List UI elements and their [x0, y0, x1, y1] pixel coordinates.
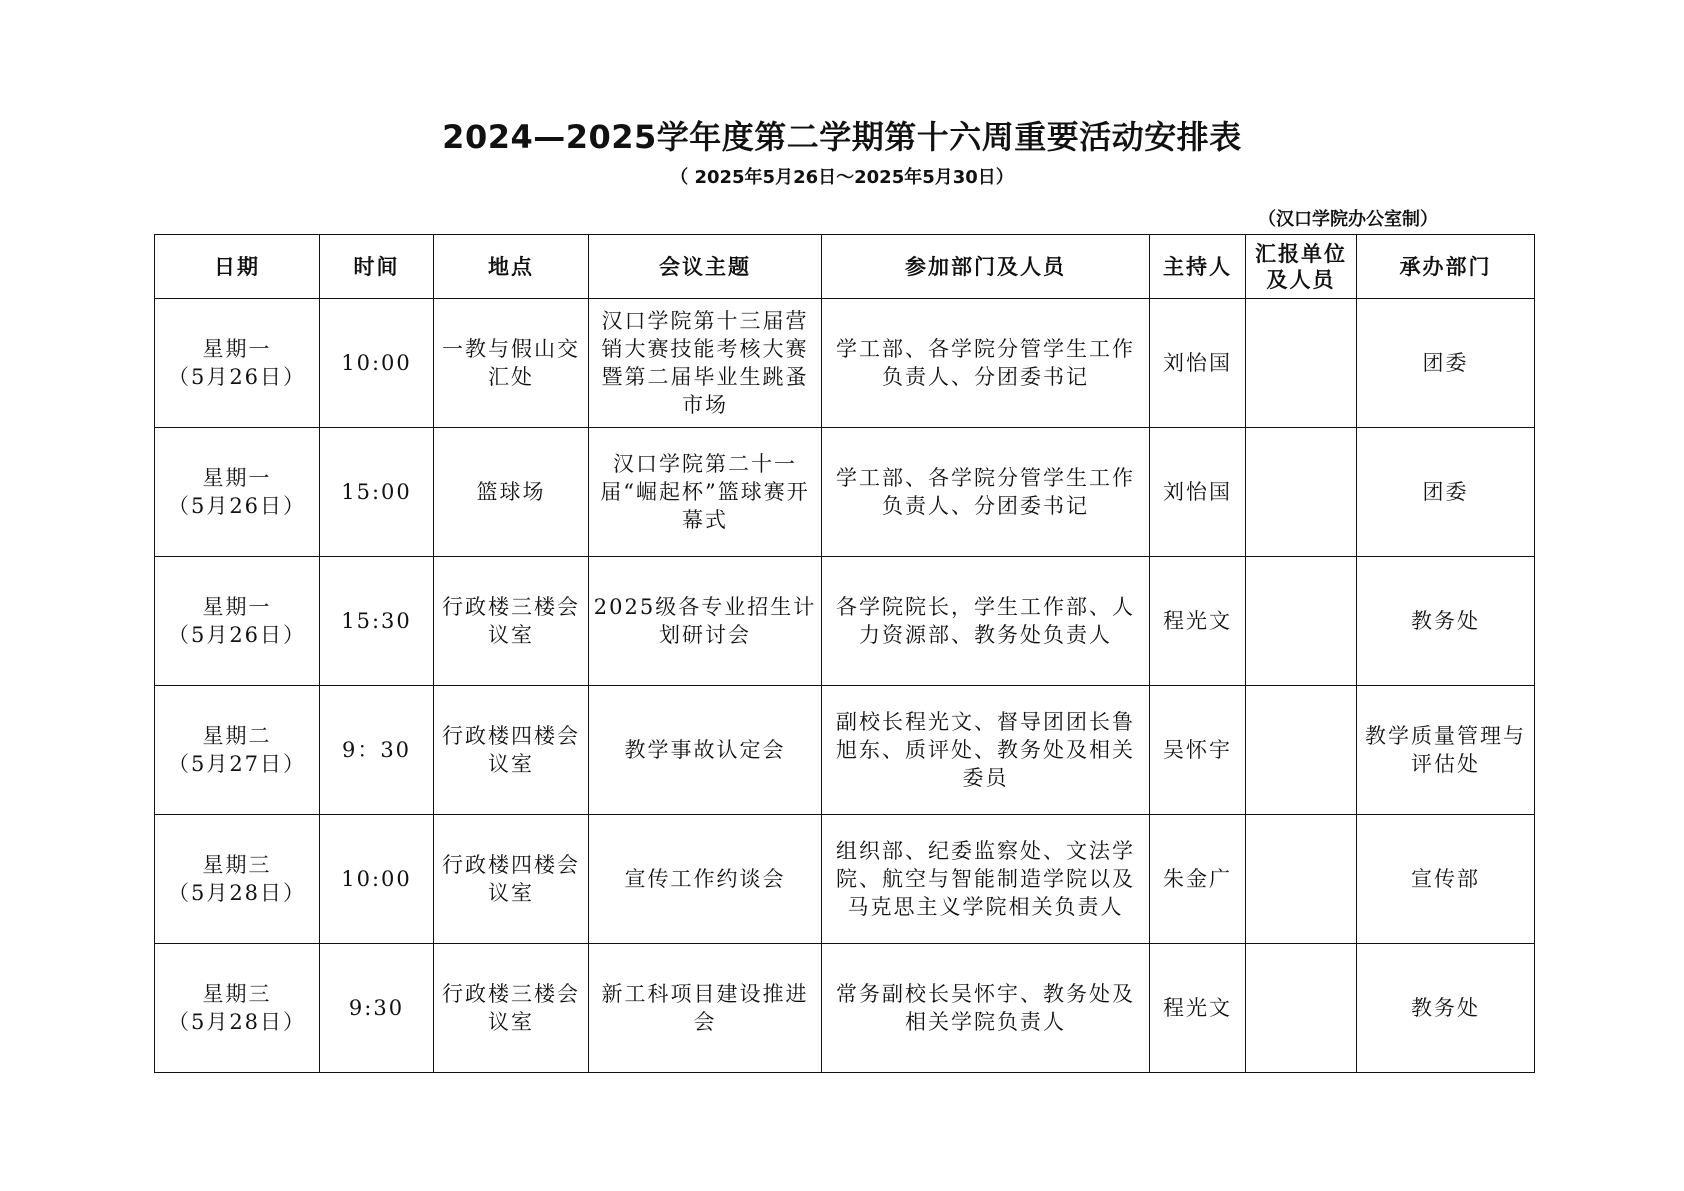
- place-cell: 篮球场: [434, 428, 589, 557]
- table-row: [155, 299, 1535, 428]
- topic-cell: 汉口学院第十三届营销大赛技能考核大赛暨第二届毕业生跳蚤市场: [589, 299, 822, 428]
- header-row: [155, 235, 1535, 299]
- reporter-cell: [1246, 686, 1357, 815]
- header-time: 时间: [320, 235, 434, 299]
- header-reporter: 汇报单位及人员: [1246, 235, 1357, 299]
- participants-cell: 副校长程光文、督导团团长鲁旭东、质评处、教务处及相关委员: [822, 686, 1150, 815]
- page-title: 2024—2025学年度第二学期第十六周重要活动安排表: [442, 118, 1242, 156]
- header-date: 日期: [155, 235, 320, 299]
- table-row: [155, 428, 1535, 557]
- time-cell: 9:30: [320, 944, 434, 1073]
- topic-cell: 宣传工作约谈会: [589, 815, 822, 944]
- place-cell: 行政楼四楼会议室: [434, 686, 589, 815]
- header-participants: 参加部门及人员: [822, 235, 1150, 299]
- host-cell: 刘怡国: [1150, 428, 1246, 557]
- date-cell: 星期二 （5月27日）: [155, 686, 320, 815]
- date-cell: 星期三 （5月28日）: [155, 944, 320, 1073]
- time-cell: 15:00: [320, 428, 434, 557]
- date-range: （ 2025年5月26日～2025年5月30日）: [670, 167, 1014, 188]
- header-place: 地点: [434, 235, 589, 299]
- host-cell: 程光文: [1150, 944, 1246, 1073]
- organizer-cell: 团委: [1357, 299, 1535, 428]
- date-cell: 星期一 （5月26日）: [155, 428, 320, 557]
- topic-cell: 教学事故认定会: [589, 686, 822, 815]
- date-cell: 星期三 （5月28日）: [155, 815, 320, 944]
- participants-cell: 常务副校长吴怀宇、教务处及相关学院负责人: [822, 944, 1150, 1073]
- time-cell: 10:00: [320, 815, 434, 944]
- host-cell: 朱金广: [1150, 815, 1246, 944]
- reporter-cell: [1246, 557, 1357, 686]
- date-cell: 星期一 （5月26日）: [155, 299, 320, 428]
- table-row: [155, 944, 1535, 1073]
- host-cell: 程光文: [1150, 557, 1246, 686]
- table-row: [155, 815, 1535, 944]
- organizer-cell: 团委: [1357, 428, 1535, 557]
- participants-cell: 学工部、各学院分管学生工作负责人、分团委书记: [822, 299, 1150, 428]
- table-row: [155, 686, 1535, 815]
- host-cell: 刘怡国: [1150, 299, 1246, 428]
- reporter-cell: [1246, 428, 1357, 557]
- organizer-cell: 宣传部: [1357, 815, 1535, 944]
- host-cell: 吴怀宇: [1150, 686, 1246, 815]
- organizer-cell: 教务处: [1357, 944, 1535, 1073]
- table-row: [155, 557, 1535, 686]
- schedule-table: [154, 234, 1535, 1073]
- time-cell: 10:00: [320, 299, 434, 428]
- time-cell: 9：30: [320, 686, 434, 815]
- organizer-cell: 教学质量管理与评估处: [1357, 686, 1535, 815]
- participants-cell: 学工部、各学院分管学生工作负责人、分团委书记: [822, 428, 1150, 557]
- topic-cell: 2025级各专业招生计划研讨会: [589, 557, 822, 686]
- reporter-cell: [1246, 815, 1357, 944]
- topic-cell: 汉口学院第二十一届“崛起杯”篮球赛开幕式: [589, 428, 822, 557]
- place-cell: 一教与假山交汇处: [434, 299, 589, 428]
- place-cell: 行政楼三楼会议室: [434, 557, 589, 686]
- header-host: 主持人: [1150, 235, 1246, 299]
- participants-cell: 组织部、纪委监察处、文法学院、航空与智能制造学院以及马克思主义学院相关负责人: [822, 815, 1150, 944]
- issuer-note: （汉口学院办公室制）: [1258, 209, 1438, 230]
- header-topic: 会议主题: [589, 235, 822, 299]
- time-cell: 15:30: [320, 557, 434, 686]
- place-cell: 行政楼三楼会议室: [434, 944, 589, 1073]
- topic-cell: 新工科项目建设推进会: [589, 944, 822, 1073]
- header-organizer: 承办部门: [1357, 235, 1535, 299]
- organizer-cell: 教务处: [1357, 557, 1535, 686]
- participants-cell: 各学院院长，学生工作部、人力资源部、教务处负责人: [822, 557, 1150, 686]
- place-cell: 行政楼四楼会议室: [434, 815, 589, 944]
- date-cell: 星期一 （5月26日）: [155, 557, 320, 686]
- reporter-cell: [1246, 299, 1357, 428]
- reporter-cell: [1246, 944, 1357, 1073]
